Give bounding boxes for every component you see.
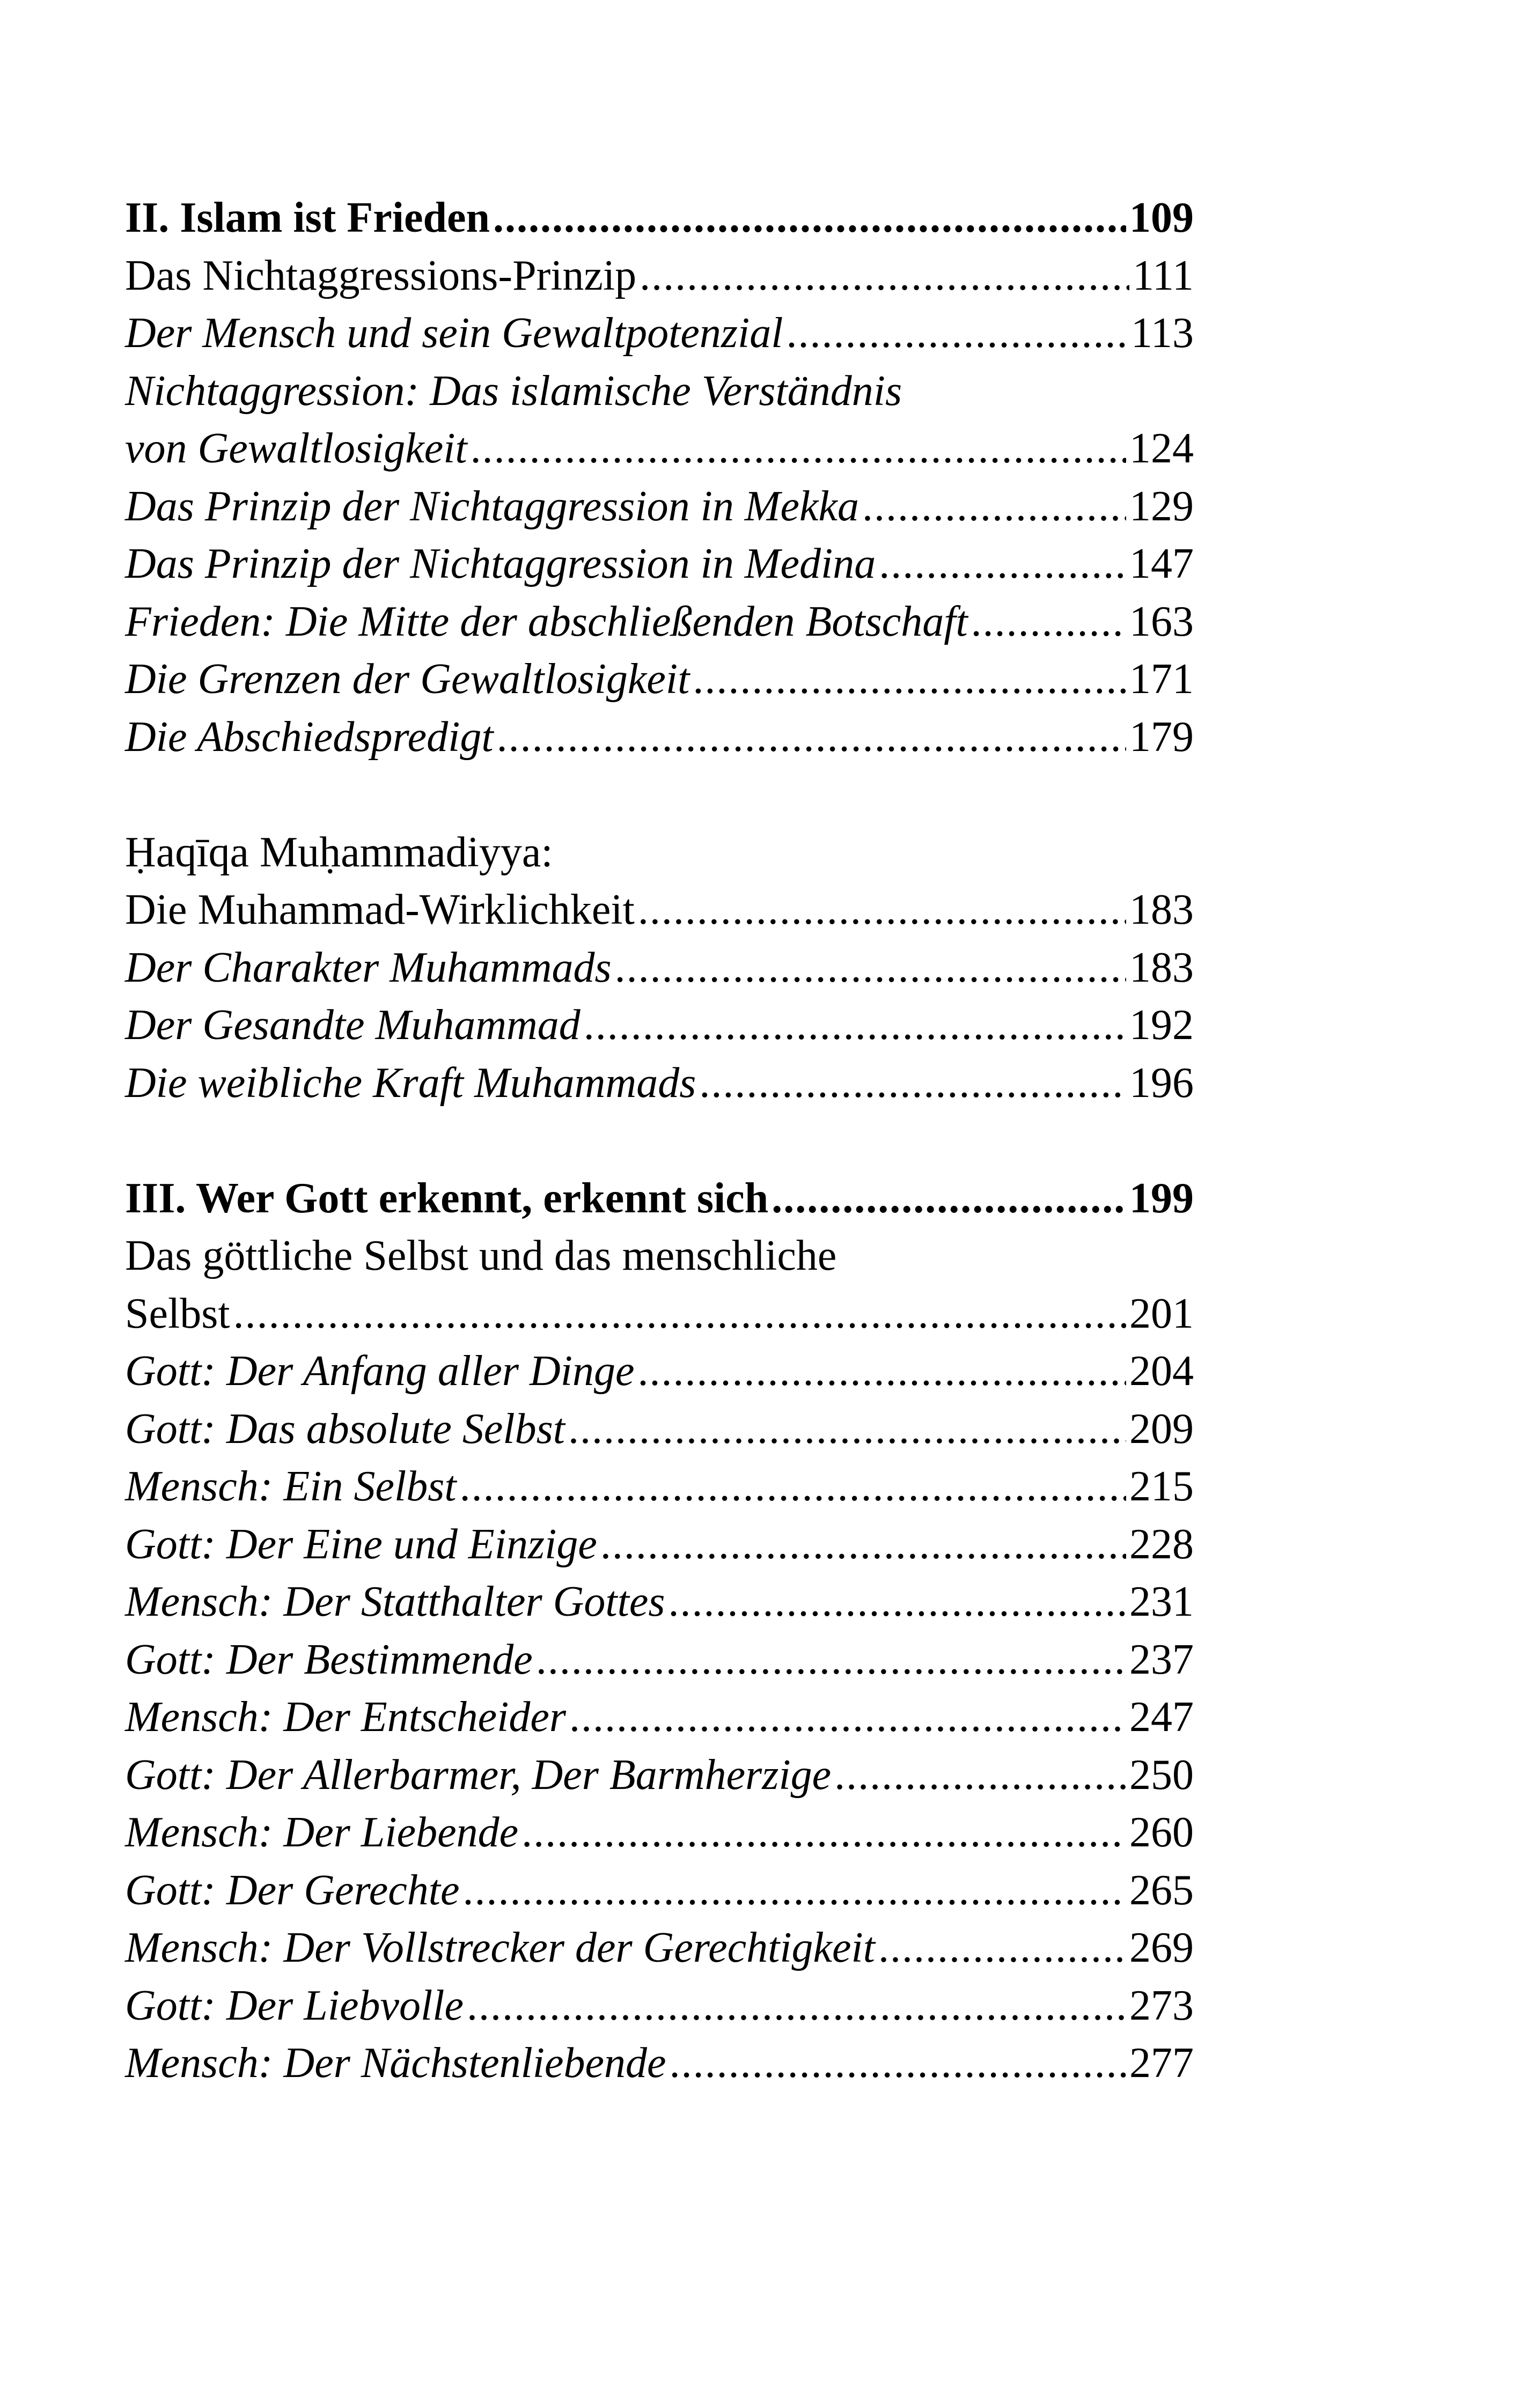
toc-entry-title: Mensch: Der Nächstenliebende — [125, 2039, 666, 2087]
toc-page-number: 124 — [1129, 425, 1194, 472]
toc-entry[interactable] — [125, 651, 1194, 709]
dot-leader — [834, 1747, 1126, 1805]
dot-leader — [462, 1862, 1126, 1920]
dot-leader — [699, 1055, 1126, 1113]
toc-entry[interactable] — [125, 305, 1194, 363]
dot-leader — [878, 1919, 1126, 1977]
toc-section-3[interactable] — [125, 1170, 1194, 1228]
toc-chapter[interactable] — [125, 1285, 1194, 1343]
toc-entry[interactable] — [125, 535, 1194, 593]
dot-leader — [536, 1631, 1126, 1689]
toc-entry[interactable] — [125, 1055, 1194, 1113]
toc-entry-title: Frieden: Die Mitte der abschließenden Botschaft — [125, 598, 968, 645]
dot-leader — [521, 1804, 1126, 1862]
toc-entry[interactable] — [125, 247, 1194, 305]
toc-page-number: 171 — [1129, 656, 1194, 703]
toc-entry[interactable] — [125, 1573, 1194, 1631]
toc-entry[interactable] — [125, 1458, 1194, 1516]
toc-entry-title: Mensch: Der Statthalter Gottes — [125, 1578, 665, 1625]
toc-entry-title: Mensch: Der Entscheider — [125, 1693, 566, 1741]
toc-entry-title: Gott: Der Allerbarmer, Der Barmherzige — [125, 1751, 832, 1799]
toc-page-number: 265 — [1129, 1866, 1194, 1914]
toc-page-number: 179 — [1129, 713, 1194, 761]
toc-entry-title: Der Charakter Muhammads — [125, 944, 612, 991]
toc-page-number: 204 — [1129, 1347, 1194, 1395]
dot-leader — [638, 1343, 1126, 1401]
dot-leader — [569, 1689, 1126, 1747]
toc-page-number: 183 — [1129, 944, 1194, 991]
toc-page-number: 269 — [1129, 1924, 1194, 1971]
toc-entry[interactable] — [125, 1631, 1194, 1689]
toc-entry-title: Gott: Der Anfang aller Dinge — [125, 1347, 635, 1395]
dot-leader — [640, 247, 1129, 305]
toc-entry[interactable] — [125, 1862, 1194, 1920]
toc-page-number: 231 — [1129, 1578, 1194, 1625]
toc-entry[interactable] — [125, 1516, 1194, 1574]
toc-page-number: 129 — [1129, 482, 1194, 530]
toc-entry-title: Die Abschiedspredigt — [125, 713, 494, 761]
toc-entry-title: Die weibliche Kraft Muhammads — [125, 1059, 696, 1107]
toc-chapter-title: Selbst — [125, 1290, 230, 1337]
toc-page-number: 250 — [1129, 1751, 1194, 1799]
toc-page-number: 192 — [1129, 1002, 1194, 1049]
toc-page-number: 277 — [1129, 2039, 1194, 2087]
section-gap — [125, 766, 1194, 824]
toc-section-title: III. Wer Gott erkennt, erkennt sich — [125, 1174, 769, 1222]
toc-page-number: 237 — [1129, 1636, 1194, 1683]
toc-entry[interactable] — [125, 1804, 1194, 1862]
toc-entry-title: Das Nichtaggressions-Prinzip — [125, 252, 637, 299]
table-of-contents — [125, 189, 1194, 2093]
dot-leader — [460, 1458, 1126, 1516]
dot-leader — [471, 420, 1126, 478]
toc-entry-title: Gott: Der Eine und Einzige — [125, 1520, 597, 1568]
toc-chapter-title-line1[interactable]: Das göttliche Selbst und das menschliche — [125, 1232, 837, 1279]
dot-leader — [862, 478, 1126, 536]
toc-entry[interactable] — [125, 1401, 1194, 1459]
toc-entry-title-line1[interactable]: Nichtaggression: Das islamische Verständnis — [125, 367, 902, 415]
toc-chapter[interactable] — [125, 881, 1194, 939]
dot-leader — [771, 1170, 1126, 1228]
toc-chapter-title-line1[interactable]: Ḥaqīqa Muḥammadiyya: — [125, 828, 553, 876]
toc-page-number: 111 — [1132, 252, 1194, 299]
section-gap — [125, 1112, 1194, 1170]
dot-leader — [879, 535, 1126, 593]
toc-page-number: 247 — [1129, 1693, 1194, 1741]
dot-leader — [615, 939, 1126, 997]
toc-entry-title: Mensch: Ein Selbst — [125, 1463, 457, 1510]
toc-entry[interactable] — [125, 1919, 1194, 1977]
toc-entry-title: Das Prinzip der Nichtaggression in Mekka — [125, 482, 859, 530]
toc-entry-title: Die Grenzen der Gewaltlosigkeit — [125, 656, 690, 703]
dot-leader — [497, 709, 1126, 767]
toc-entry[interactable] — [125, 593, 1194, 651]
toc-page-number: 163 — [1129, 598, 1194, 645]
toc-entry[interactable] — [125, 478, 1194, 536]
dot-leader — [467, 1977, 1126, 2035]
toc-entry-title: Gott: Der Bestimmende — [125, 1636, 533, 1683]
toc-entry[interactable] — [125, 2035, 1194, 2093]
dot-leader — [693, 651, 1126, 709]
toc-entry-title: Der Mensch und sein Gewaltpotenzial — [125, 310, 783, 357]
toc-page-number: 215 — [1129, 1463, 1194, 1510]
dot-leader — [600, 1516, 1126, 1574]
dot-leader — [233, 1285, 1126, 1343]
toc-page-number: 196 — [1129, 1059, 1194, 1107]
toc-page-number: 109 — [1129, 194, 1194, 241]
toc-page-number: 209 — [1129, 1405, 1194, 1453]
toc-section-title: II. Islam ist Frieden — [125, 194, 490, 241]
toc-entry[interactable] — [125, 709, 1194, 767]
dot-leader — [568, 1401, 1126, 1459]
dot-leader — [584, 997, 1126, 1055]
toc-page-number: 273 — [1129, 1982, 1194, 2029]
toc-entry[interactable] — [125, 1343, 1194, 1401]
toc-section-2[interactable] — [125, 189, 1194, 247]
toc-entry-title: Gott: Der Liebvolle — [125, 1982, 464, 2029]
toc-entry-title: Das Prinzip der Nichtaggression in Medina — [125, 540, 876, 587]
toc-entry-title: Mensch: Der Vollstrecker der Gerechtigkeit — [125, 1924, 876, 1971]
dot-leader — [670, 2035, 1126, 2093]
toc-page-number: 228 — [1129, 1520, 1194, 1568]
toc-entry-title: Mensch: Der Liebende — [125, 1809, 519, 1856]
toc-entry-title: Gott: Der Gerechte — [125, 1866, 460, 1914]
dot-leader — [668, 1573, 1126, 1631]
toc-chapter-title: Die Muhammad-Wirklichkeit — [125, 886, 635, 933]
toc-entry-title: Gott: Das absolute Selbst — [125, 1405, 565, 1453]
toc-entry[interactable] — [125, 1689, 1194, 1747]
toc-page-number: 147 — [1129, 540, 1194, 587]
toc-page-number: 260 — [1129, 1809, 1194, 1856]
toc-entry[interactable] — [125, 1747, 1194, 1805]
toc-page-number: 183 — [1129, 886, 1194, 933]
toc-entry-title: Der Gesandte Muhammad — [125, 1002, 581, 1049]
toc-entry[interactable] — [125, 997, 1194, 1055]
dot-leader — [786, 305, 1127, 363]
dot-leader — [493, 189, 1126, 247]
toc-page-number: 201 — [1129, 1290, 1194, 1337]
toc-entry[interactable] — [125, 420, 1194, 478]
toc-entry-title: von Gewaltlosigkeit — [125, 425, 467, 472]
toc-entry[interactable] — [125, 939, 1194, 997]
dot-leader — [971, 593, 1126, 651]
toc-entry[interactable] — [125, 1977, 1194, 2035]
dot-leader — [638, 881, 1126, 939]
toc-page-number: 199 — [1129, 1174, 1194, 1222]
toc-page-number: 113 — [1130, 310, 1194, 357]
